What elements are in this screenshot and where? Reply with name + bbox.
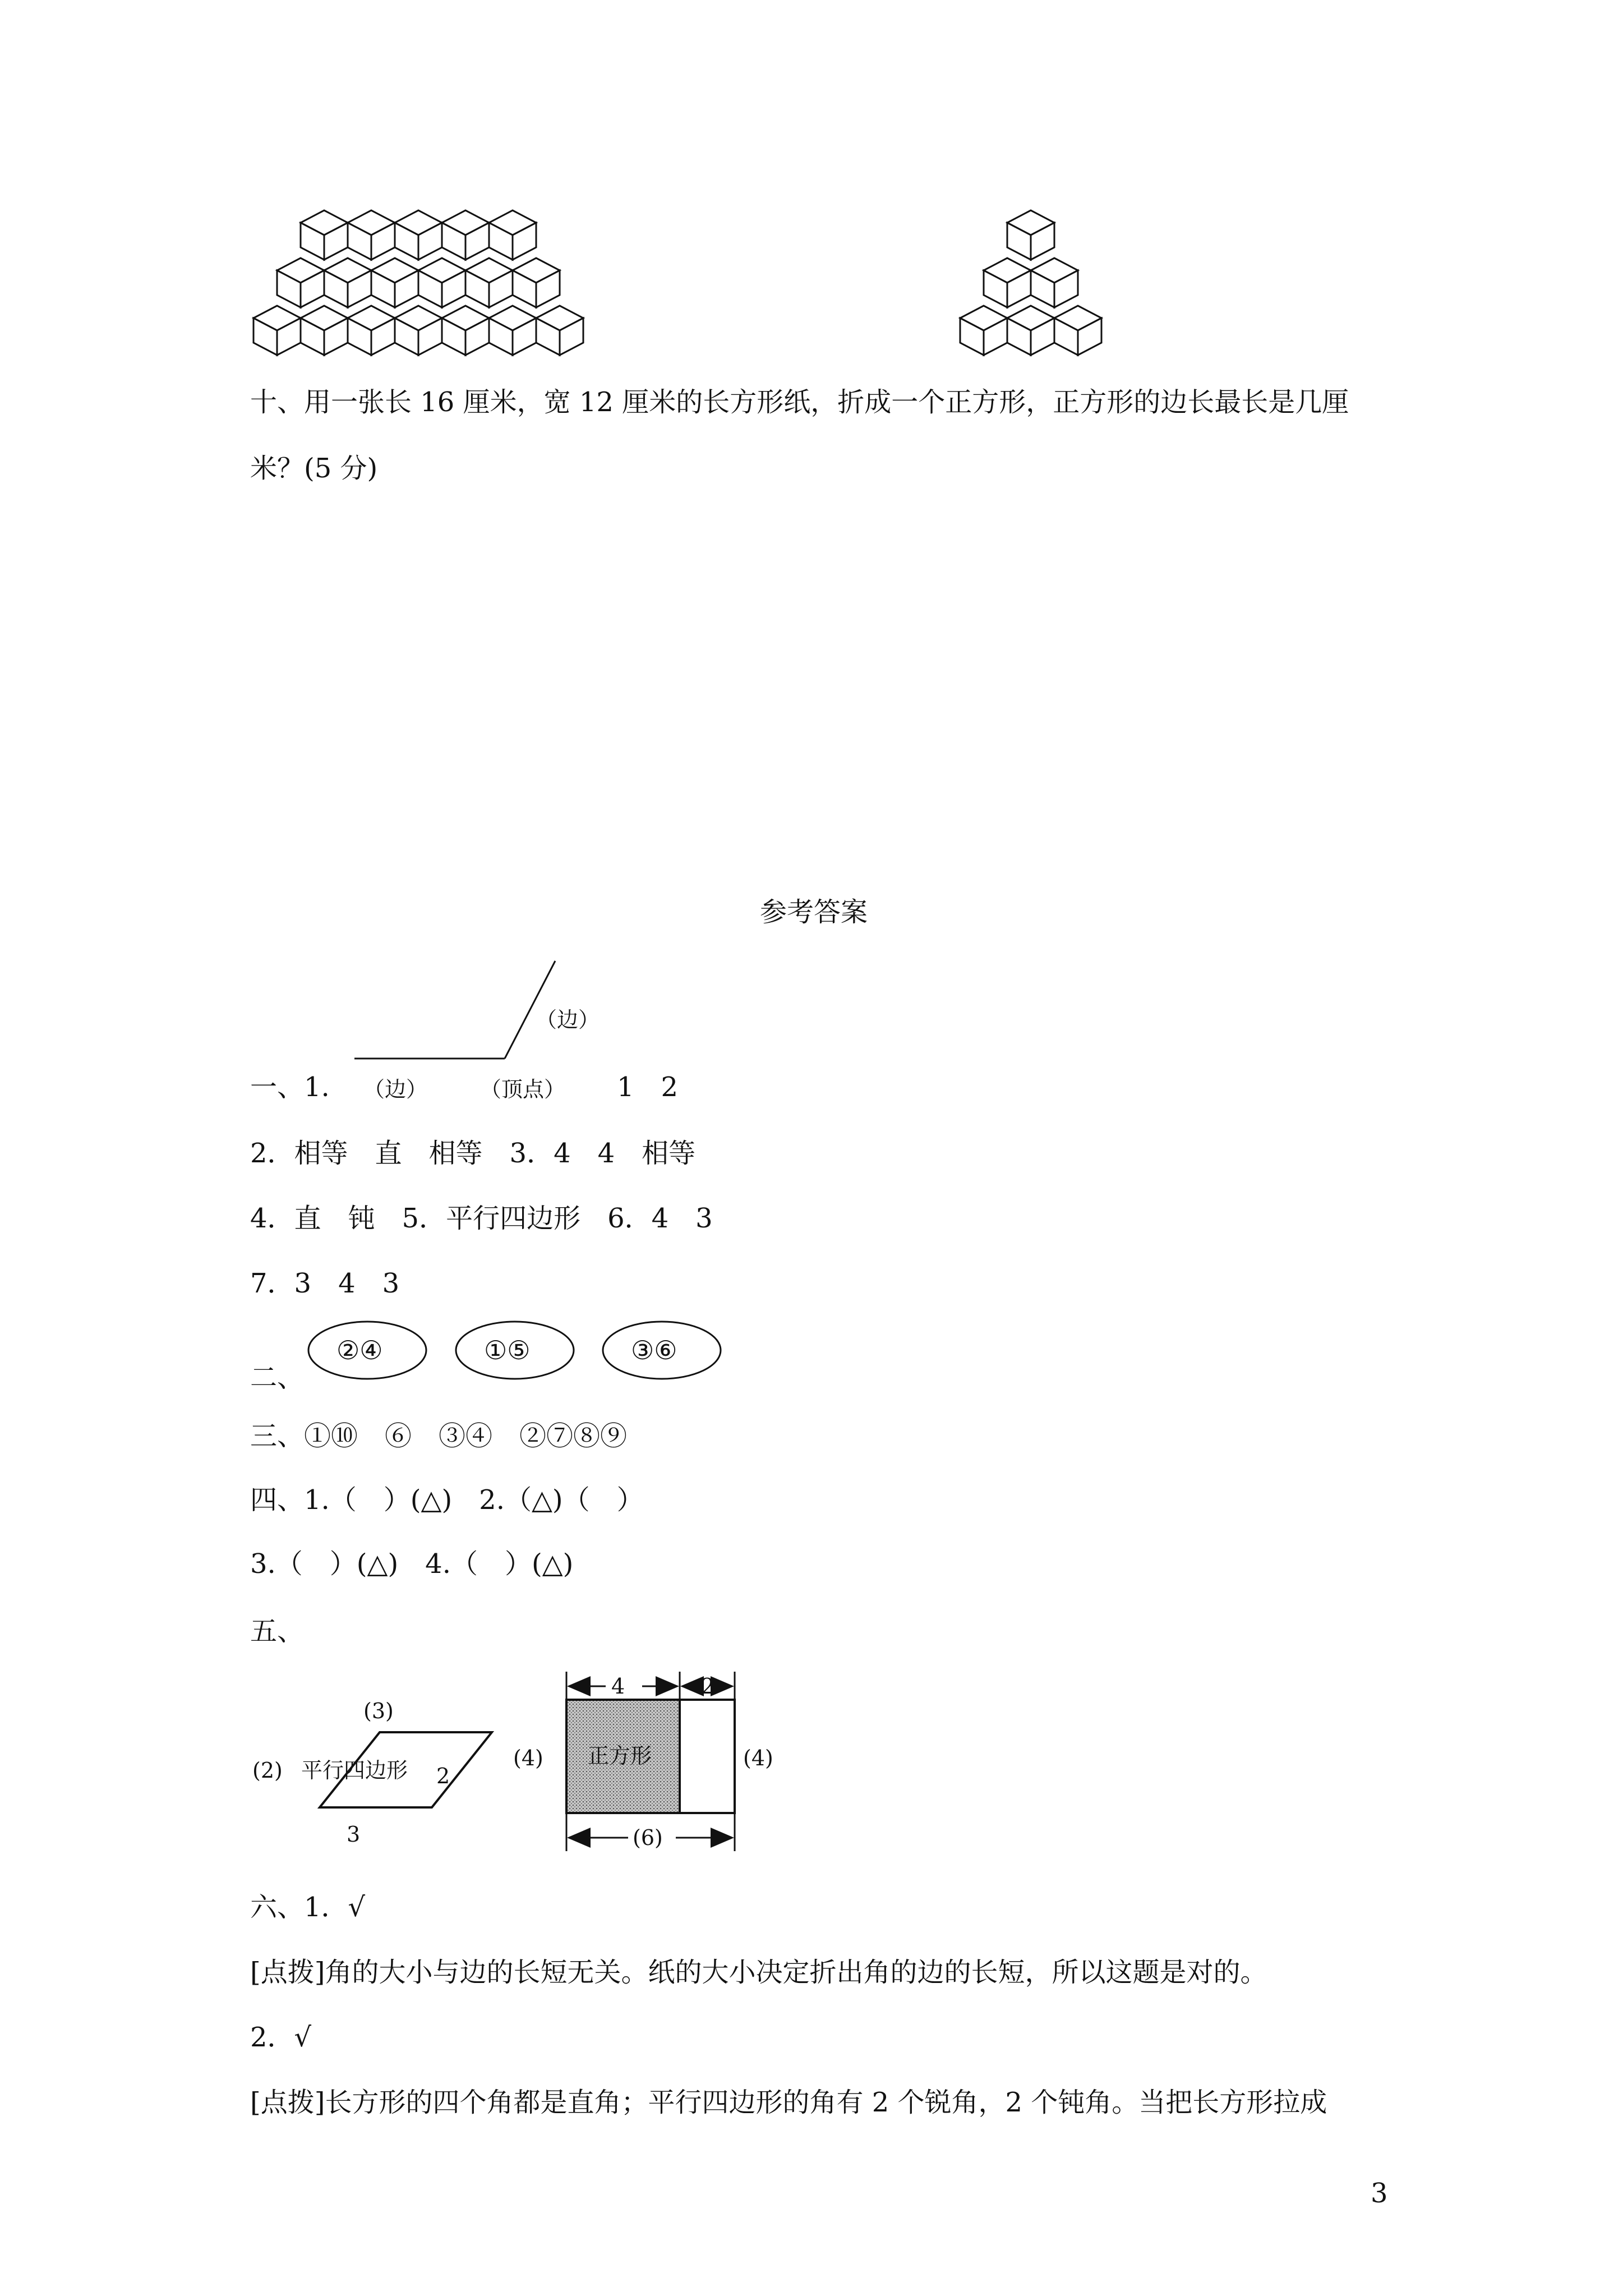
- parallelogram-center-label: 平行四边形: [301, 1758, 408, 1783]
- rect-bottom-label: (6): [633, 1825, 663, 1850]
- parallelogram-right-label: 2: [436, 1764, 450, 1788]
- q4-answer-line2: 3.（ ）(△) 4.（ ）(△): [250, 1548, 574, 1580]
- angle-edge-label: （边）: [363, 1077, 428, 1102]
- answers-title: 参考答案: [760, 896, 868, 928]
- q5-prefix: 五、: [250, 1616, 305, 1647]
- rect-right-label: (4): [743, 1746, 773, 1770]
- question-10-text: 十、用一张长 16 厘米，宽 12 厘米的长方形纸，折成一个正方形，正方形的边长最长是几厘米？(5 分): [250, 386, 1349, 484]
- q2-oval-1: ②④: [336, 1335, 383, 1365]
- parallelogram-bottom-label: 3: [347, 1822, 361, 1847]
- q2-oval-3: ③⑥: [631, 1335, 677, 1365]
- parallelogram-left-label: (2): [252, 1758, 283, 1783]
- rect-top-left-label: 4: [611, 1674, 625, 1699]
- angle-edge-label-top: （边）: [536, 1007, 600, 1032]
- q2-oval-2: ①⑤: [484, 1335, 531, 1365]
- hint-2: [点拨]长方形的四个角都是直角；平行四边形的角有 2 个锐角，2 个钝角。当把长方形拉成: [250, 2087, 1327, 2118]
- q1-prefix: 一、1.: [250, 1071, 330, 1103]
- q2-prefix: 二、: [250, 1362, 305, 1393]
- q3-answer: 三、①⑩ ⑥ ③④ ②⑦⑧⑨: [250, 1420, 628, 1452]
- rect-top-right-label: 2: [701, 1674, 715, 1699]
- parallelogram-top-label: (3): [363, 1699, 394, 1723]
- answer-line-2: 2．相等 直 相等 3．4 4 相等: [250, 1138, 696, 1169]
- answer-line-3: 4．直 钝 5．平行四边形 6．4 3: [250, 1203, 713, 1234]
- page-number: 3: [1371, 2178, 1388, 2209]
- angle-vertex-label: （顶点）: [480, 1077, 566, 1102]
- q1-tail: 1 2: [617, 1071, 679, 1103]
- answer-line-4: 7．3 4 3: [250, 1268, 400, 1299]
- q6-answer-2: 2．√: [250, 2022, 312, 2053]
- rect-left-label: (4): [513, 1746, 543, 1770]
- hint-1: [点拨]角的大小与边的长短无关。纸的大小决定折出角的边的长短，所以这题是对的。: [250, 1957, 1267, 1988]
- q4-answer-line1: 四、1.（ ）(△) 2.（△)（ ）: [250, 1484, 644, 1516]
- q6-answer-1: 六、1．√: [250, 1892, 366, 1923]
- rect-center-label: 正方形: [588, 1743, 652, 1768]
